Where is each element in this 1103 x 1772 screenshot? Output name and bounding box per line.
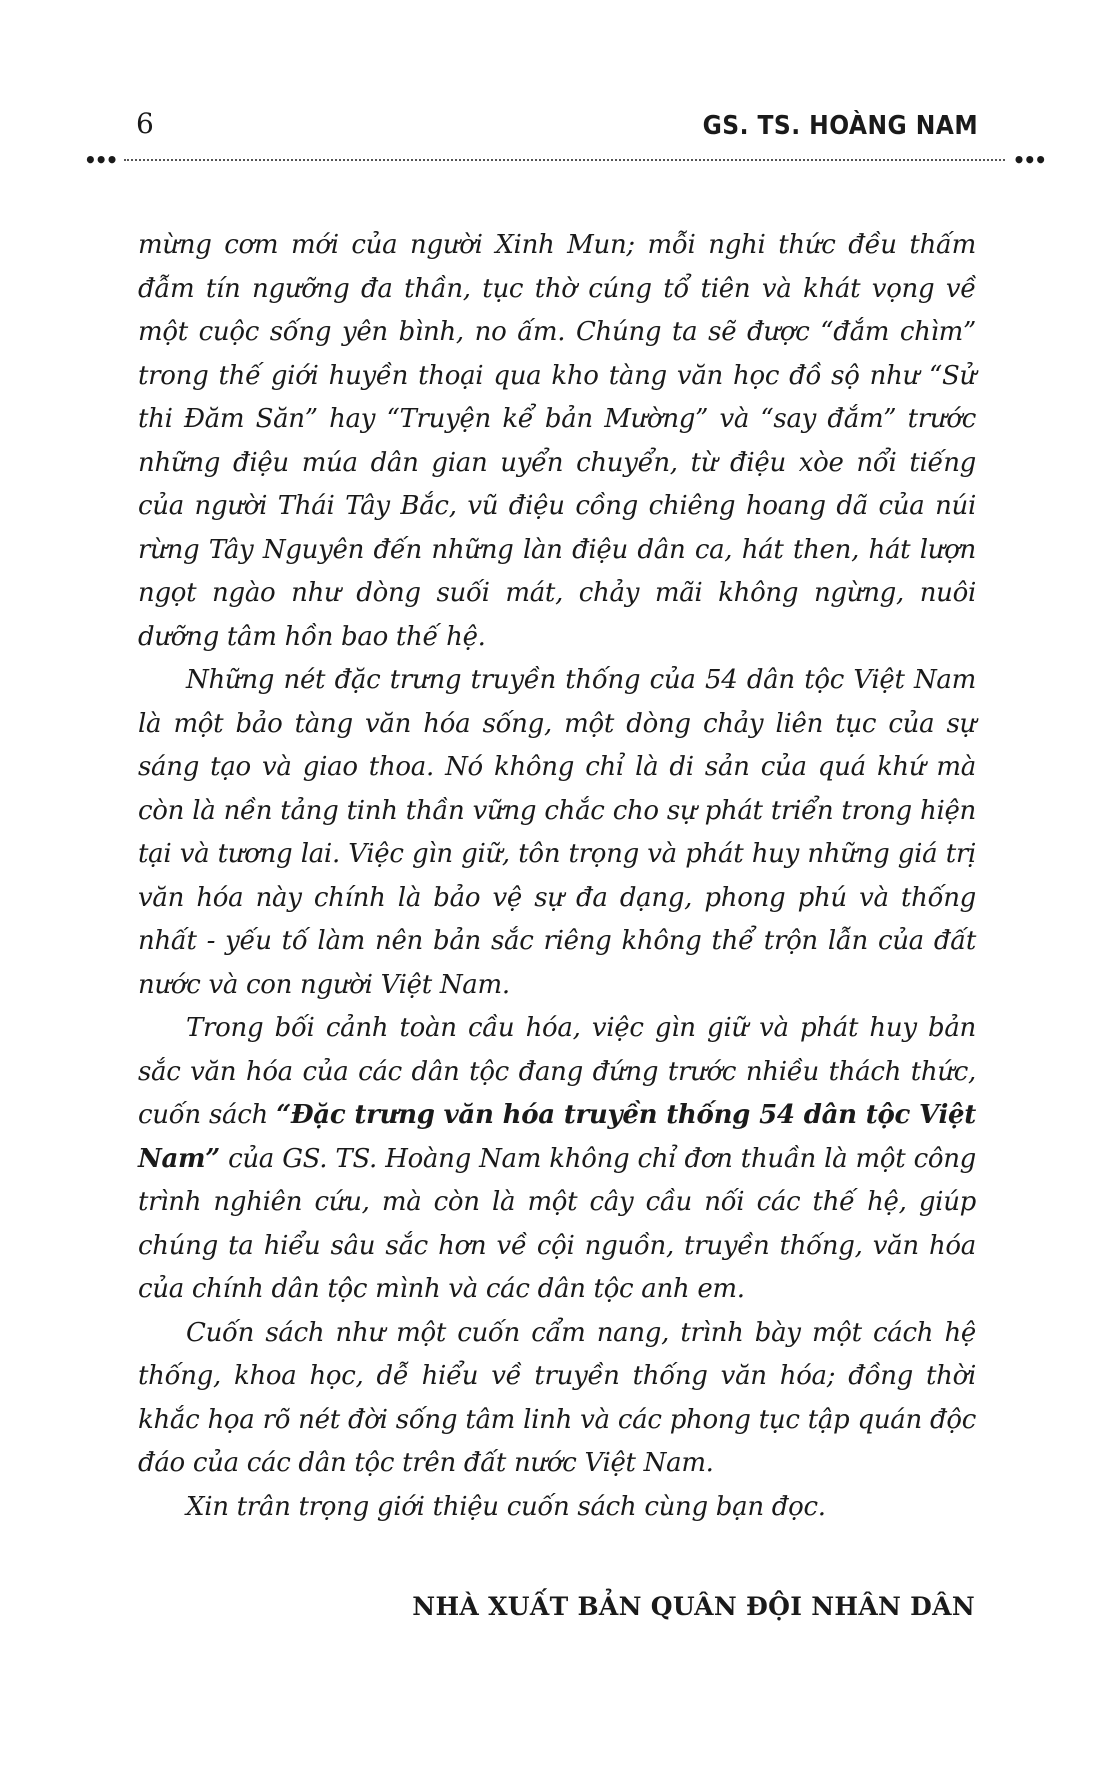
- rule-ornament-left: •••: [84, 148, 117, 172]
- running-head: GS. TS. HOÀNG NAM: [702, 111, 978, 141]
- header-rule: [84, 148, 1045, 172]
- paragraph-4: Cuốn sách như một cuốn cẩm nang, trình bày một cách hệ thống, khoa học, dễ hiểu về truyền thống văn hóa; đồng thời khắc họa rõ nét đời sống tâm linh và các phong tục tập quán độc đáo của các dân tộc trên đất nước Việt Nam.: [138, 1317, 976, 1478]
- rule-ornament-right: •••: [1012, 148, 1045, 172]
- paragraph-2: Những nét đặc trưng truyền thống của 54 dân tộc Việt Nam là một bảo tàng văn hóa sống, một dòng chảy liên tục của sự sáng tạo và giao thoa. Nó không chỉ là di sản của quá khứ mà còn là nền tảng tinh thần vững chắc cho sự phát triển trong hiện tại và tương lai. Việc gìn giữ, tôn trọng và phát huy những giá trị văn hóa này chính là bảo vệ sự đa dạng, phong phú và thống nhất - yếu tố làm nên bản sắc riêng không thể trộn lẫn của đất nước và con người Việt Nam.: [138, 665, 976, 1000]
- publisher-signature: NHÀ XUẤT BẢN QUÂN ĐỘI NHÂN DÂN: [412, 1592, 975, 1621]
- paragraph-3-lead: Trong bối cảnh toàn cầu hóa, việc gìn giữ và phát huy bản sắc văn hóa của các dân tộc đang đứng trước nhiều thách thức, cuốn sách: [138, 1013, 976, 1130]
- paragraph-3: [138, 1007, 976, 1312]
- page-number: 6: [136, 107, 154, 140]
- paragraph-1: mừng cơm mới của người Xinh Mun; mỗi nghi thức đều thấm đẫm tín ngưỡng đa thần, tục thờ cúng tổ tiên và khát vọng về một cuộc sống yên bình, no ấm. Chúng ta sẽ được “đắm chìm” trong thế giới huyền thoại qua kho tàng văn học đồ sộ như “Sử thi Đăm Săn” hay “Truyện kể bản Mường” và “say đắm” trước những điệu múa dân gian uyển chuyển, từ điệu xòe nổi tiếng của người Thái Tây Bắc, vũ điệu cồng chiêng hoang dã của núi rừng Tây Nguyên đến những làn điệu dân ca, hát then, hát lượn ngọt ngào như dòng suối mát, chảy mãi không ngừng, nuôi dưỡng tâm hồn bao thế hệ.: [138, 230, 976, 652]
- paragraph-5: Xin trân trọng giới thiệu cuốn sách cùng bạn đọc.: [186, 1491, 826, 1522]
- dotted-divider: [124, 159, 1004, 161]
- body-text: [138, 224, 976, 1529]
- paragraph-3-tail: của GS. TS. Hoàng Nam không chỉ đơn thuần là một công trình nghiên cứu, mà còn là một cây cầu nối các thế hệ, giúp chúng ta hiểu sâu sắc hơn về cội nguồn, truyền thống, văn hóa của chính dân tộc mình và các dân tộc anh em.: [138, 1143, 976, 1304]
- book-title: “Đặc trưng văn hóa truyền thống 54 dân tộc Việt Nam”: [138, 1100, 977, 1174]
